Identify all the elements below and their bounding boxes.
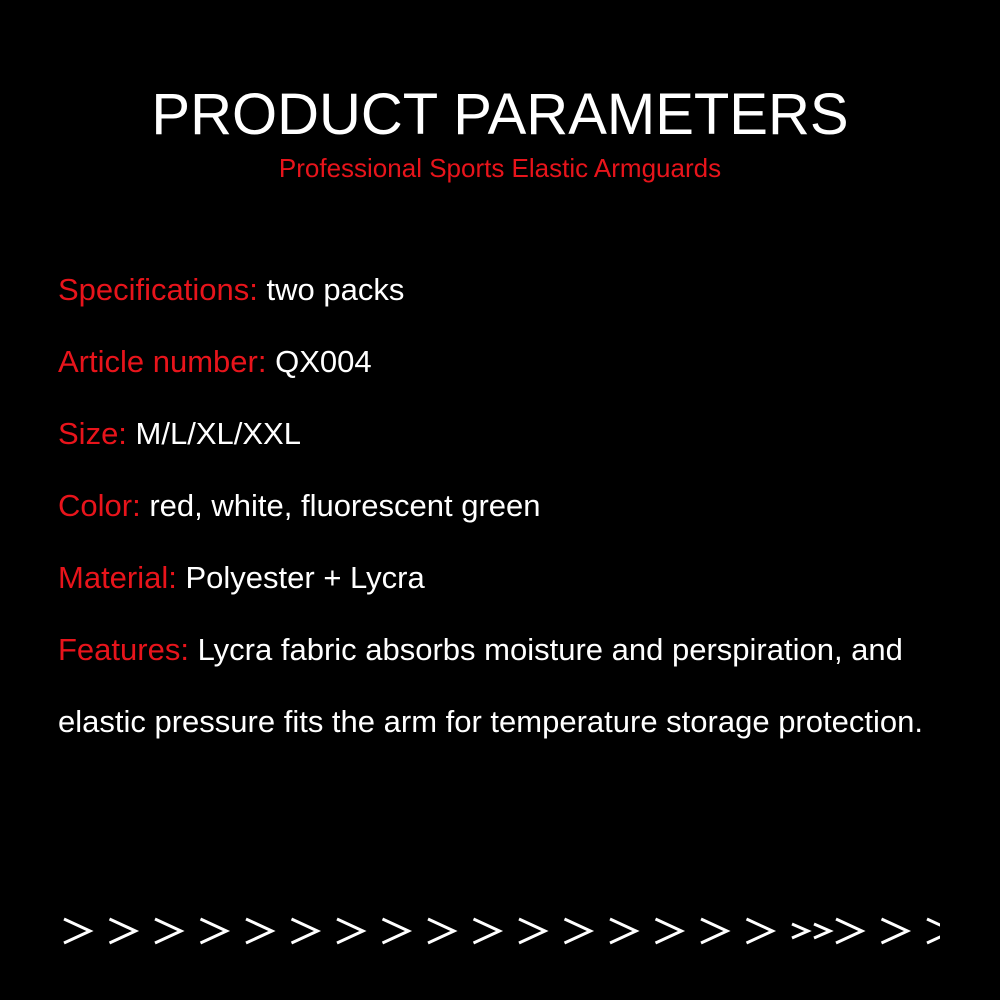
spec-row-specifications: [58, 272, 958, 308]
chevron-divider: [60, 906, 940, 956]
chevron-right-icon: [110, 919, 136, 943]
chevron-right-icon: [428, 919, 454, 943]
chevron-right-icon: [701, 919, 727, 943]
chevron-right-icon: [814, 924, 830, 938]
spec-row-article-number: [58, 344, 958, 380]
spec-label: Features:: [58, 632, 189, 667]
spec-row-features: [58, 614, 958, 758]
chevron-right-icon: [246, 919, 272, 943]
spec-value: Lycra fabric absorbs moisture and perspiration, and elastic pressure fits the arm for temperature storage protection.: [58, 632, 923, 739]
spec-row-size: [58, 416, 958, 452]
chevron-right-icon: [64, 919, 90, 943]
spec-label: Article number:: [58, 344, 267, 379]
spec-label: Size:: [58, 416, 127, 451]
spec-value: M/L/XL/XXL: [135, 416, 301, 451]
chevron-row: [60, 906, 940, 956]
chevron-right-icon: [292, 919, 318, 943]
spec-label: Color:: [58, 488, 141, 523]
chevron-right-icon: [656, 919, 682, 943]
chevron-right-icon: [792, 924, 808, 938]
chevron-right-icon: [383, 919, 409, 943]
chevron-right-icon: [201, 919, 227, 943]
chevron-right-icon: [565, 919, 591, 943]
spec-value: Polyester + Lycra: [185, 560, 425, 595]
page-subtitle: Professional Sports Elastic Armguards: [278, 153, 722, 183]
spec-list: [58, 272, 958, 794]
chevron-right-icon: [927, 919, 940, 943]
spec-label: Specifications:: [58, 272, 258, 307]
chevron-right-icon: [836, 919, 862, 943]
chevron-right-icon: [882, 919, 908, 943]
spec-row-color: [58, 488, 958, 524]
chevron-right-icon: [519, 919, 545, 943]
chevron-right-icon: [337, 919, 363, 943]
spec-value: two packs: [266, 272, 405, 307]
spec-row-material: [58, 560, 958, 596]
page-title: PRODUCT PARAMETERS: [151, 82, 849, 147]
chevron-right-icon: [474, 919, 500, 943]
spec-value: QX004: [275, 344, 372, 379]
chevron-right-icon: [155, 919, 181, 943]
spec-value: red, white, fluorescent green: [149, 488, 541, 523]
spec-label: Material:: [58, 560, 177, 595]
chevron-right-icon: [610, 919, 636, 943]
chevron-right-icon: [747, 919, 773, 943]
